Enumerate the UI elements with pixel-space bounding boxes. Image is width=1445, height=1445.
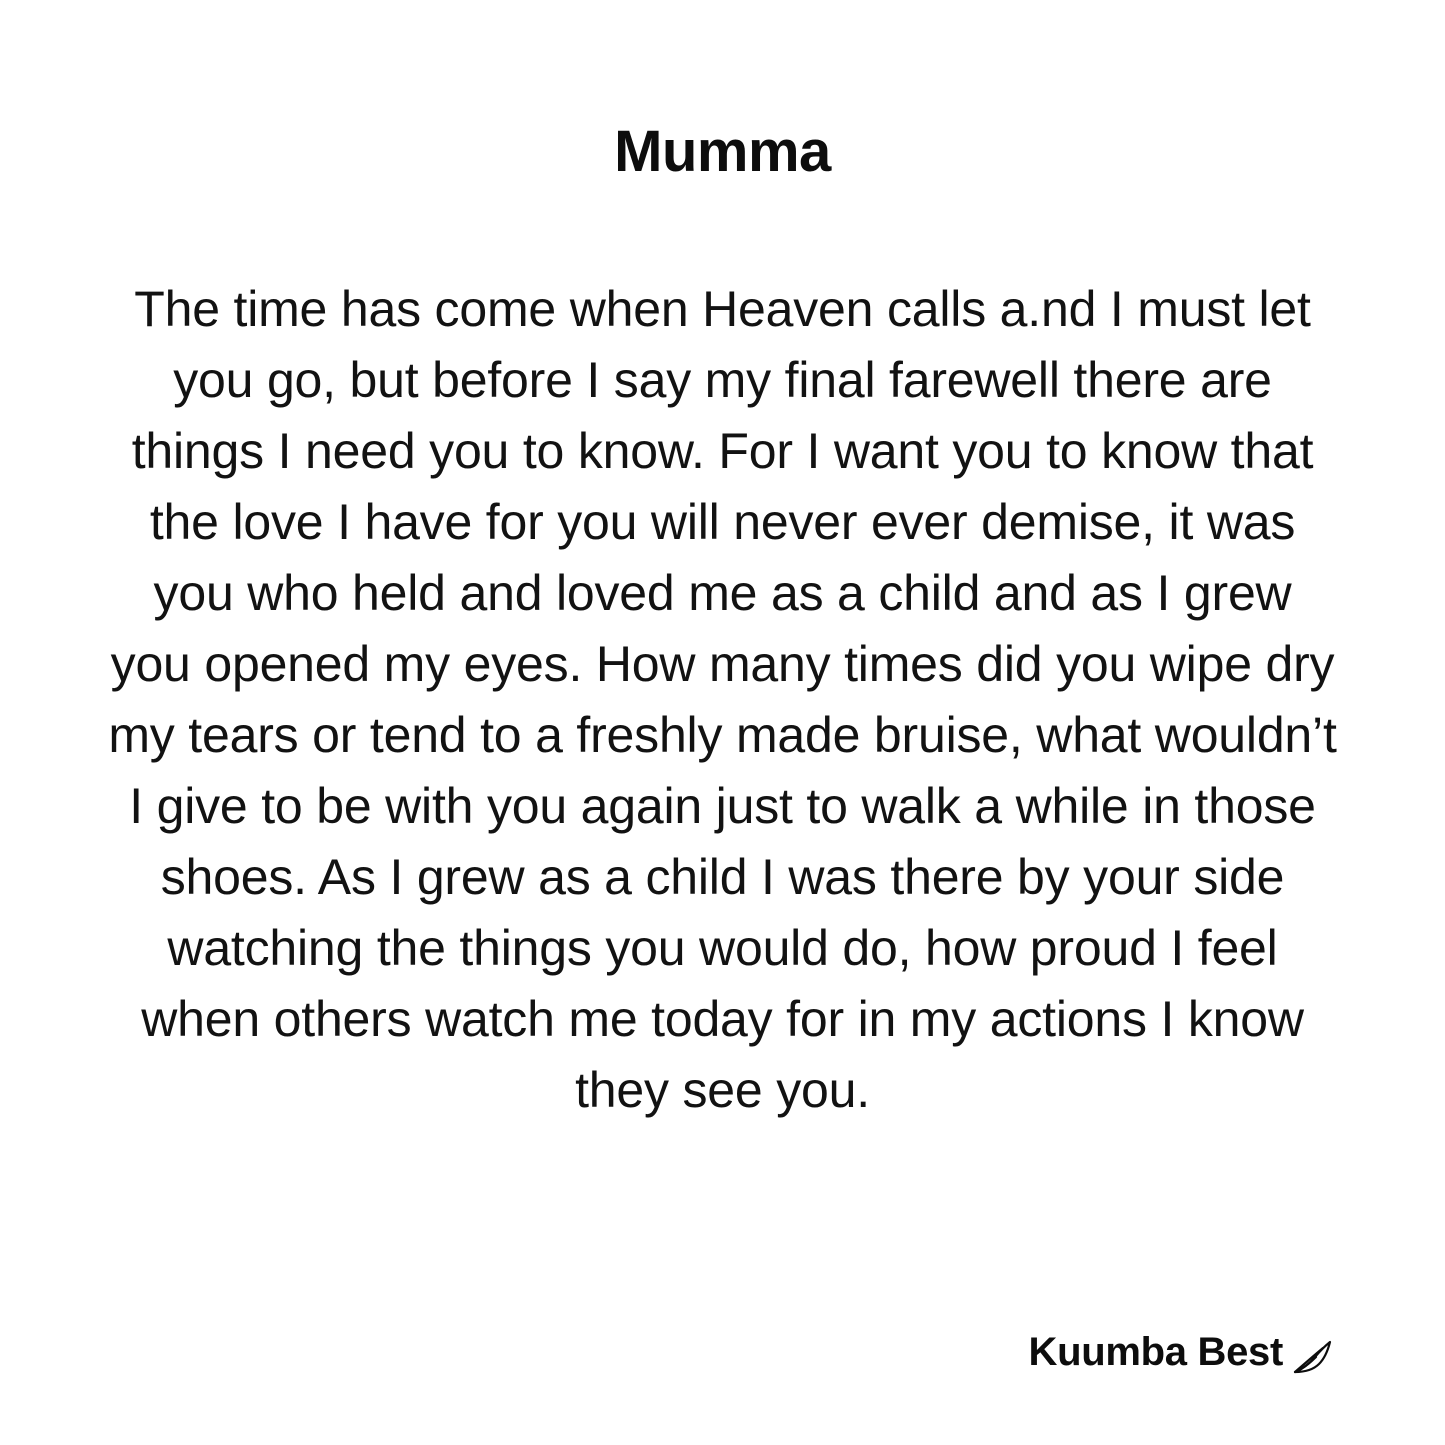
page-title: Mumma — [614, 119, 831, 184]
quill-pen-icon — [1289, 1333, 1335, 1379]
poem-body-text: The time has come when Heaven calls a.nd I must let you go, but before I say my final farewell there are things I need you to know. For I want you to know that the love I have for you will never ever demise, it was you who held and loved me as a child and as I grew you opened my eyes. How many times did you wipe dry my tears or tend to a freshly made bruise, what wouldn’t I give to be with you again just to walk a while in those shoes. As I grew as a child I was there by your side watching the things you would do, how proud I feel when others watch me today for in my actions I know they see you. — [108, 280, 1337, 1118]
signature-label: Kuumba Best — [1028, 1329, 1283, 1374]
signature — [1028, 1329, 1335, 1375]
